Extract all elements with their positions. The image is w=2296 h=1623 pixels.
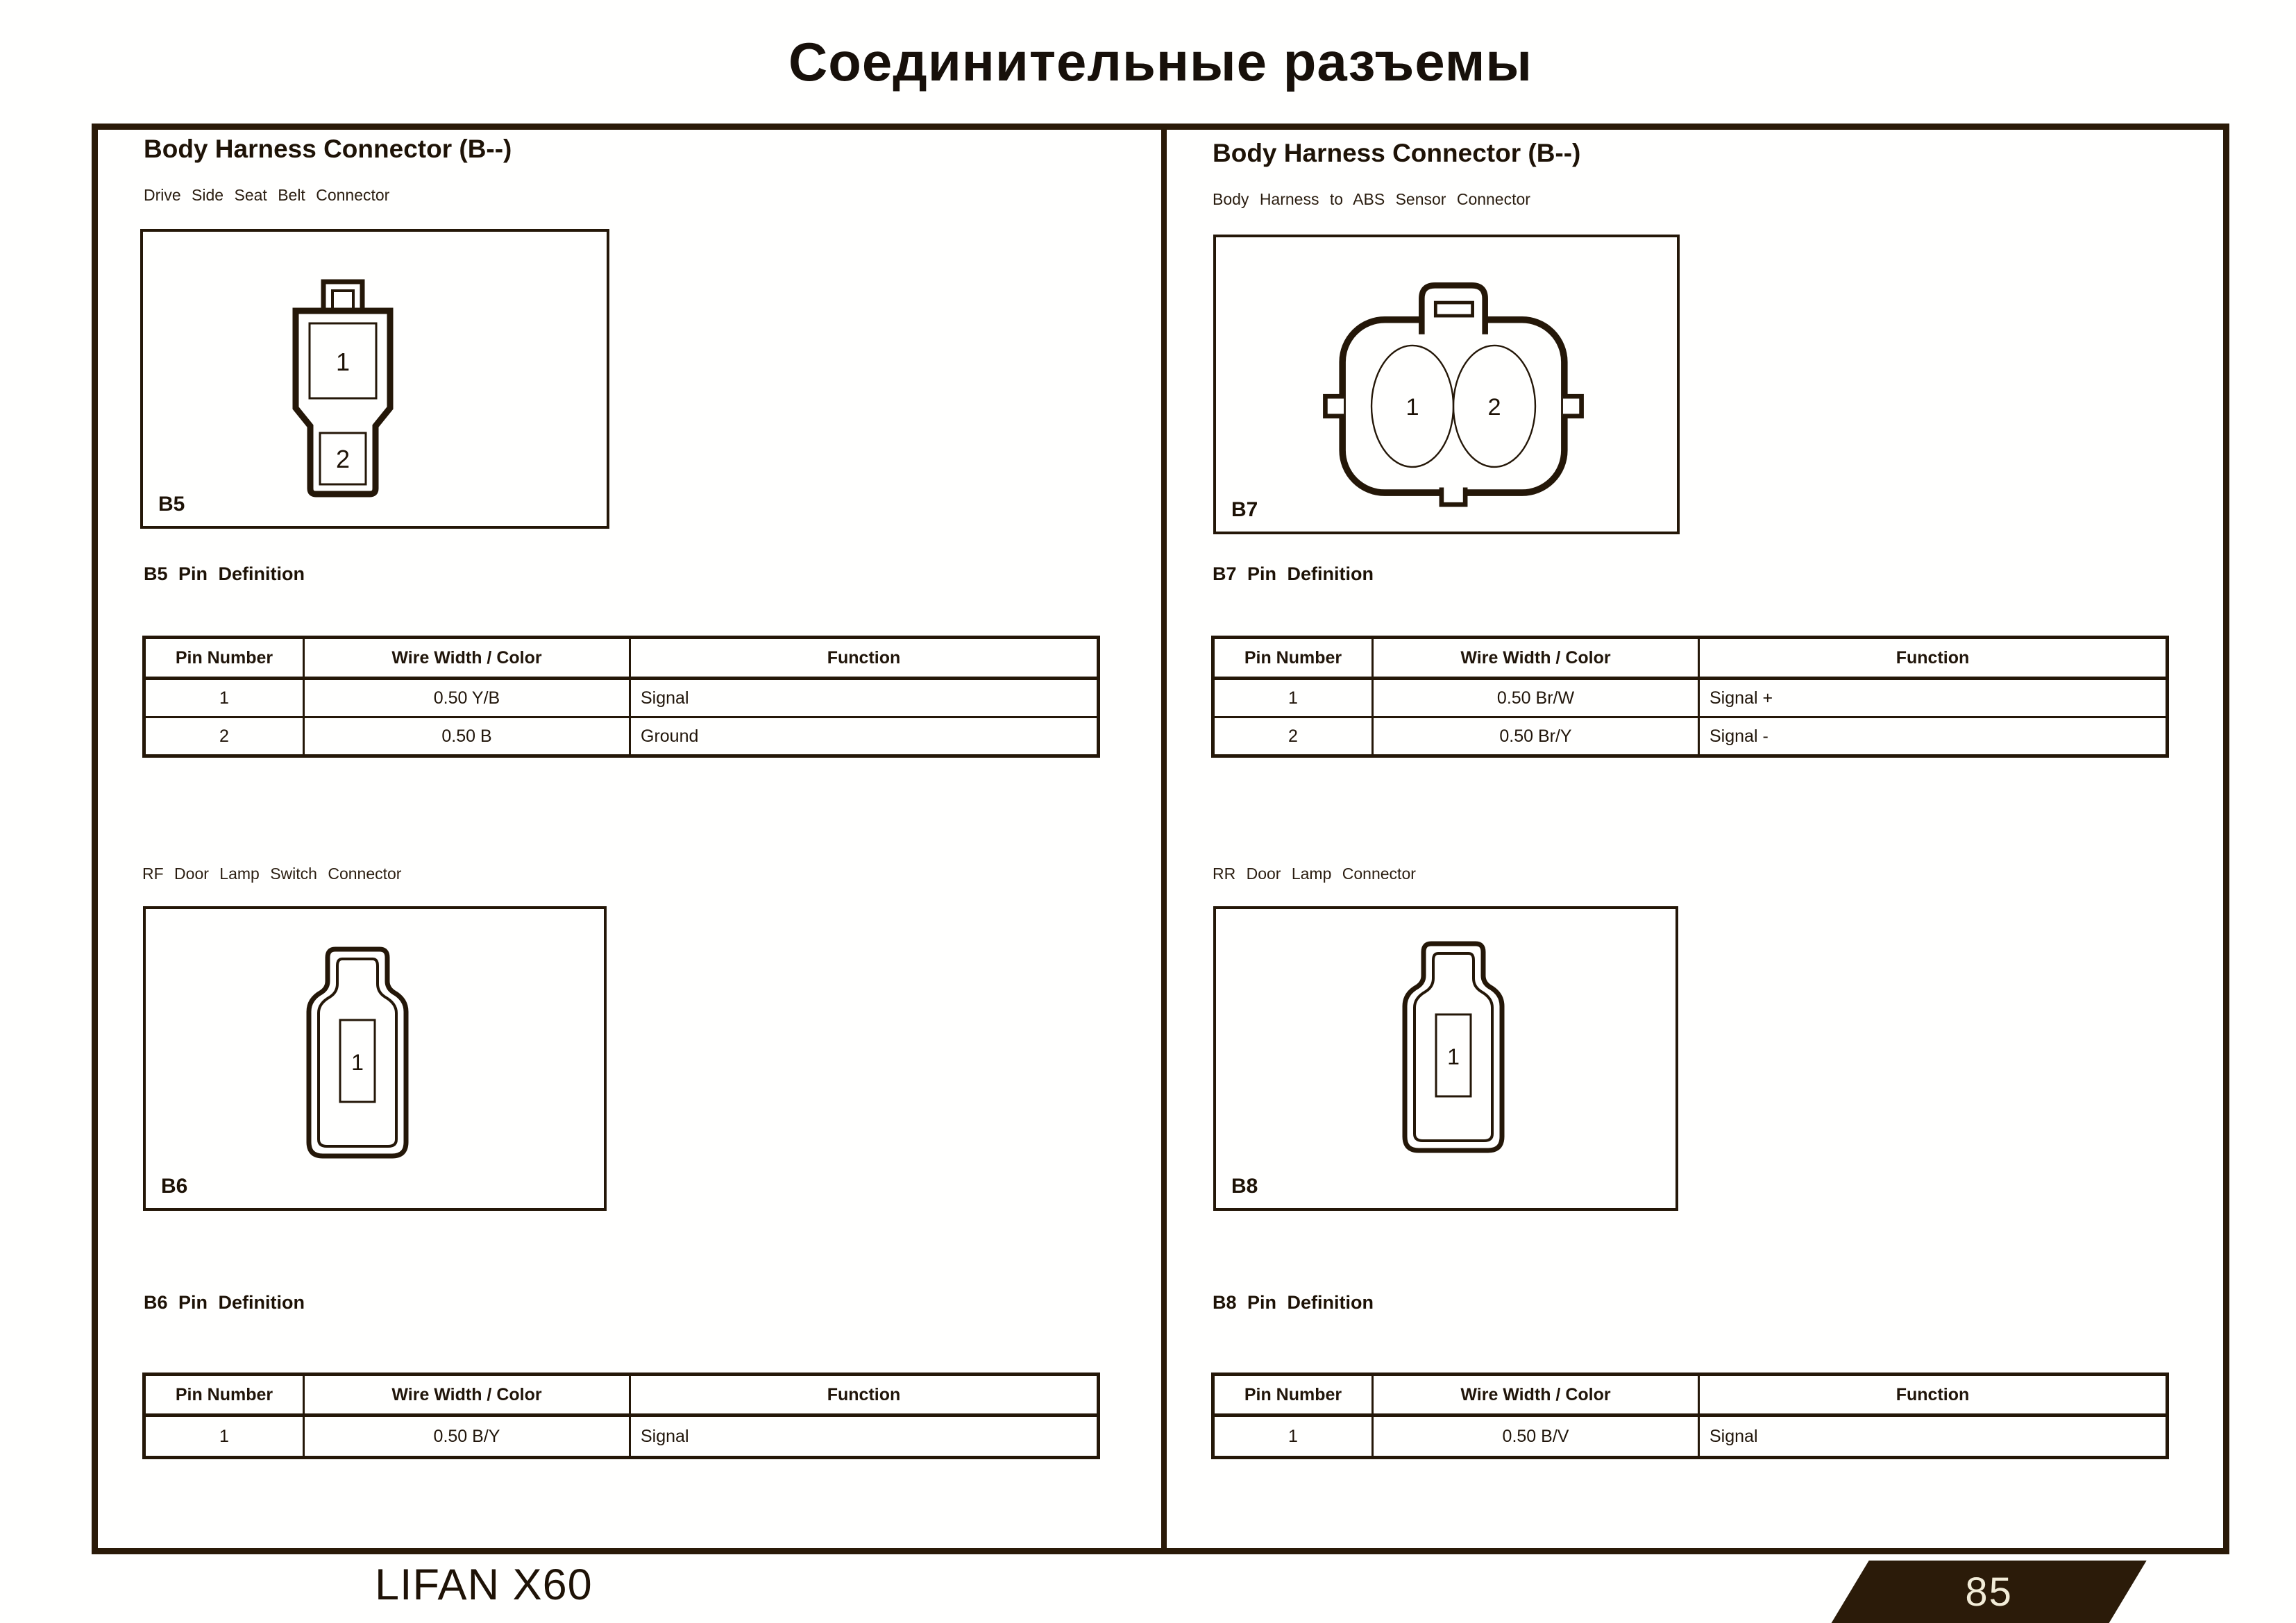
connector-type-label-b8: RR Door Lamp Connector [1213,865,1416,883]
wire-cell: 0.50 Br/Y [1373,717,1699,756]
function-cell: Signal [1699,1416,2168,1458]
connector-diagram-box-b8 [1213,906,1678,1211]
diagram-ref-label: B5 [158,493,185,516]
pin-definition-title-b7: B7 Pin Definition [1213,563,1374,584]
table-header-cell: Wire Width / Color [304,1375,630,1416]
table-header-cell: Function [630,638,1099,679]
panel-divider [1161,130,1167,1548]
function-cell: Signal [630,1416,1099,1458]
diagram-ref-label: B6 [161,1175,188,1198]
table-row [1213,1416,2168,1458]
page-number-badge [1831,1561,2147,1623]
connector-diagram-box-b6 [143,906,607,1211]
pin-table-b8 [1211,1373,2169,1459]
pin-cell: 1 [144,679,304,717]
connector-type-label-b6: RF Door Lamp Switch Connector [142,865,402,883]
pin-number-label: 2 [335,445,351,473]
wire-cell: 0.50 Br/W [1373,679,1699,717]
panel-header-left: Body Harness Connector (B--) [144,135,512,163]
connector-diagram-box-b5 [140,229,609,529]
pin-definition-title-b5: B5 Pin Definition [144,563,305,584]
connector-diagram-box-b7 [1213,235,1680,534]
table-row [1213,717,2168,756]
table-row [144,717,1099,756]
table-header-cell: Function [630,1375,1099,1416]
pin-table-b6 [142,1373,1100,1459]
wire-cell: 0.50 B [304,717,630,756]
rr-door-lamp-connector-diagram [1377,940,1530,1169]
pin-cell: 2 [1213,717,1373,756]
page-number: 85 [1965,1570,2013,1615]
table-header-cell: Pin Number [1213,638,1373,679]
pin-table-b7 [1211,636,2169,758]
table-row [144,1416,1099,1458]
pin-number-label: 1 [1447,1044,1460,1069]
diagram-ref-label: B7 [1231,498,1258,521]
pin-definition-title-b8: B8 Pin Definition [1213,1292,1374,1313]
pin-number-label: 1 [335,348,351,376]
table-header-cell: Pin Number [144,1375,304,1416]
table-header-cell: Pin Number [1213,1375,1373,1416]
table-row [1213,679,2168,717]
wire-cell: 0.50 B/Y [304,1416,630,1458]
pin-number-label: 1 [351,1050,364,1075]
pin-number-label: 1 [1406,393,1419,420]
function-cell: Ground [630,717,1099,756]
table-header-cell: Function [1699,638,2168,679]
connector-type-label-b7: Body Harness to ABS Sensor Connector [1213,190,1530,208]
pin-cell: 1 [1213,679,1373,717]
connector-type-label-b5: Drive Side Seat Belt Connector [144,186,390,204]
pin-cell: 1 [1213,1416,1373,1458]
function-cell: Signal [630,679,1099,717]
left-wing [1325,396,1344,416]
pin-cell: 1 [144,1416,304,1458]
pin-table-b5 [142,636,1100,758]
abs-sensor-connector-diagram [1315,276,1592,507]
tab-slot [1435,303,1472,316]
panel-header-right: Body Harness Connector (B--) [1213,139,1581,167]
table-header-cell: Pin Number [144,638,304,679]
connector-top-tab [323,282,362,311]
wire-cell: 0.50 Y/B [304,679,630,717]
wire-cell: 0.50 B/V [1373,1416,1699,1458]
table-header-cell: Wire Width / Color [1373,638,1699,679]
footer-brand: LIFAN X60 [375,1561,593,1609]
page-title: Соединительные разъемы [788,31,1533,92]
pin-definition-title-b6: B6 Pin Definition [144,1292,305,1313]
seat-belt-connector-diagram [273,279,412,501]
table-row [144,679,1099,717]
pin-number-label: 2 [1487,393,1501,420]
function-cell: Signal - [1699,717,2168,756]
table-header-cell: Wire Width / Color [304,638,630,679]
table-header-cell: Function [1699,1375,2168,1416]
function-cell: Signal + [1699,679,2168,717]
right-wing [1563,396,1582,416]
bottom-notch [1442,487,1465,504]
diagram-ref-label: B8 [1231,1175,1258,1198]
table-header-cell: Wire Width / Color [1373,1375,1699,1416]
door-lamp-switch-connector-diagram [281,945,434,1174]
pin-cell: 2 [144,717,304,756]
